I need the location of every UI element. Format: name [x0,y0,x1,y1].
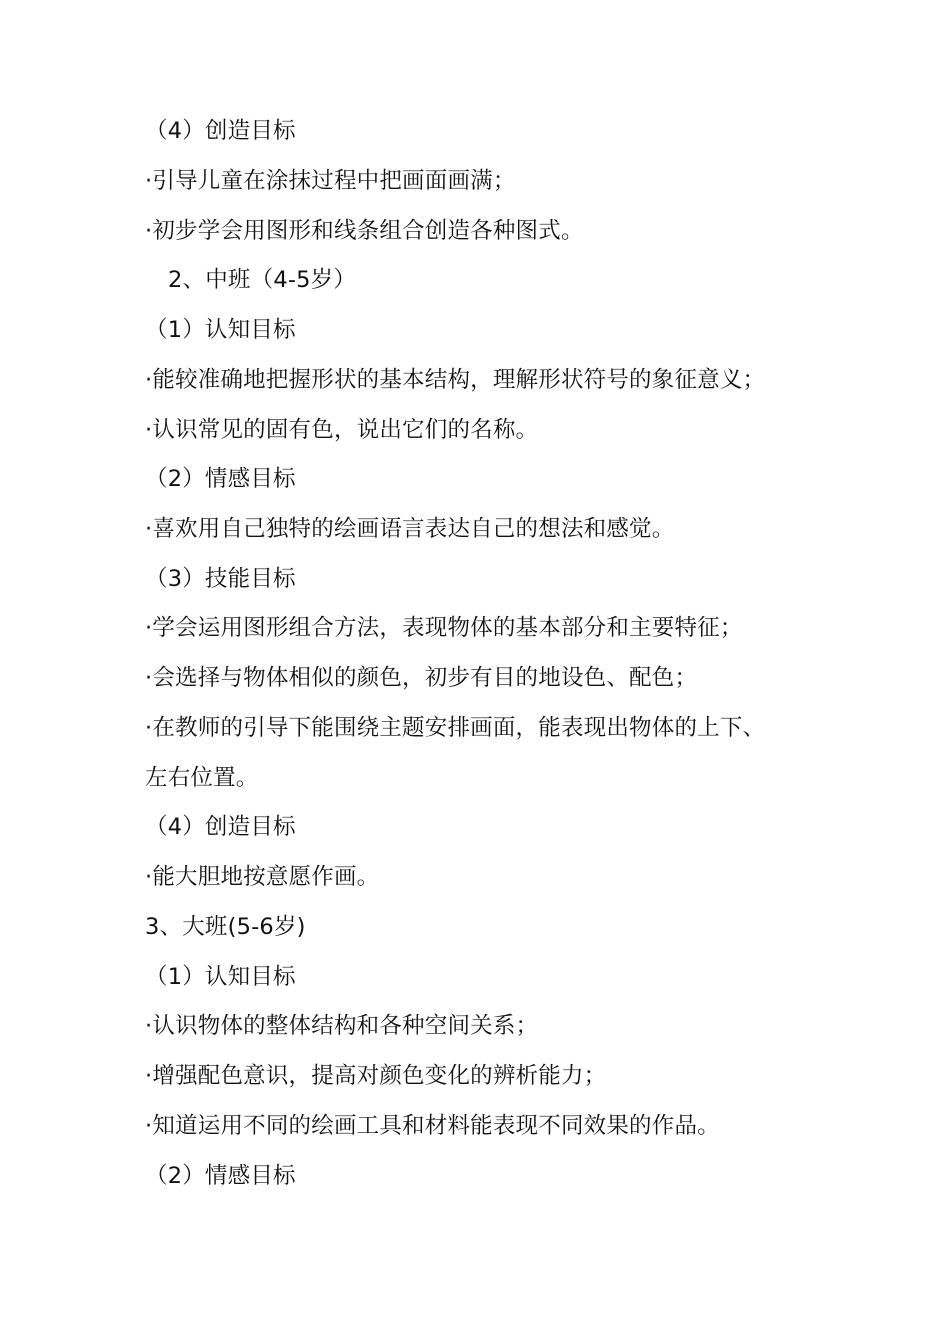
heading-creation-goal: （4）创造目标 [145,814,296,840]
bullet-item: ·能大胆地按意愿作画。 [145,864,380,890]
bullet-item: ·认识常见的固有色，说出它们的名称。 [145,417,539,443]
bullet-item: ·在教师的引导下能围绕主题安排画面，能表现出物体的上下、 [145,715,766,741]
bullet-item: ·引导儿童在涂抹过程中把画面画满； [145,168,516,194]
bullet-item: ·会选择与物体相似的颜色，初步有目的地设色、配色； [145,665,698,691]
bullet-item: ·知道运用不同的绘画工具和材料能表现不同效果的作品。 [145,1113,720,1139]
heading-skill-goal: （3）技能目标 [145,566,296,592]
bullet-item: ·学会运用图形组合方法，表现物体的基本部分和主要特征； [145,615,743,641]
bullet-item: ·初步学会用图形和线条组合创造各种图式。 [145,218,584,244]
bullet-item-continuation: 左右位置。 [145,765,259,791]
bullet-item: ·增强配色意识，提高对颜色变化的辨析能力； [145,1063,607,1089]
heading-emotion-goal: （2）情感目标 [145,1163,296,1189]
bullet-item: ·喜欢用自己独特的绘画语言表达自己的想法和感觉。 [145,516,675,542]
bullet-item: ·能较准确地把握形状的基本结构，理解形状符号的象征意义； [145,367,766,393]
section-heading-middle-class: 2、中班（4-5岁） [168,267,357,293]
heading-cognitive-goal: （1）认知目标 [145,964,296,990]
heading-cognitive-goal: （1）认知目标 [145,317,296,343]
section-heading-senior-class: 3、大班(5-6岁) [145,914,306,940]
bullet-item: ·认识物体的整体结构和各种空间关系； [145,1013,539,1039]
heading-creation-goal: （4）创造目标 [145,118,296,144]
heading-emotion-goal: （2）情感目标 [145,466,296,492]
